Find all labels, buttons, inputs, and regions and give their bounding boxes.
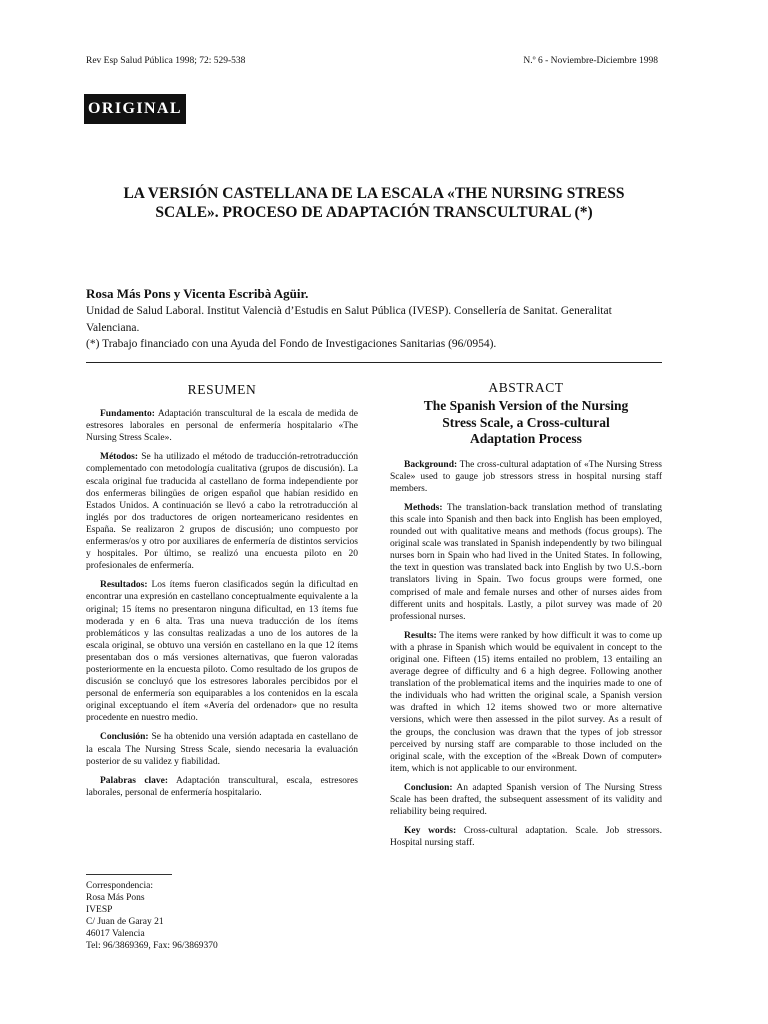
correspondence-label: Correspondencia: bbox=[86, 881, 154, 891]
section-label: Key words: bbox=[404, 826, 457, 837]
abstract-title-line: The Spanish Version of the Nursing bbox=[423, 398, 629, 414]
article-title-line: LA VERSIÓN CASTELLANA DE LA ESCALA «THE NURSING STRESS bbox=[123, 185, 625, 202]
journal-citation: Rev Esp Salud Pública 1998; 72: 529-538 bbox=[86, 56, 246, 66]
section-text: The items were ranked by how difficult it was to come up with a phrase in Spanish which would be equivalent in concept to the original one. Fifteen (15) items entailed no problem, 13 entailing an average degree of difficulty and 6 a high degree. Following another translation of the problematical items and the inquiries made to one of the individuals who had written the original scale, a Spanish version was drafted in which 12 items showed two or more alternative versions, which were then assessed in the pilot survey. As a result of the groups, the conclusion was drawn that the types of job stressor perceived by nursing staff are comparable to those included on the original scale, with the exception of the «Break Down of computer» item, which is not applicable to our environment. bbox=[390, 630, 662, 774]
section-label: Métodos: bbox=[100, 452, 138, 463]
section-text: Adaptación transcultural de la escala de medida de estresores laborales en personal de enfermería hospitalario «The Nursing Stress Scale». bbox=[86, 409, 358, 444]
section-label: Results: bbox=[404, 630, 437, 641]
resumen-heading: RESUMEN bbox=[187, 382, 257, 397]
resumen-paragraph bbox=[86, 775, 358, 799]
correspondence-divider bbox=[86, 874, 172, 875]
authors: Rosa Más Pons y Vicenta Escribà Agüir. bbox=[86, 286, 309, 301]
resumen-paragraph bbox=[86, 579, 358, 724]
abstract-title-line: Stress Scale, a Cross-cultural bbox=[442, 414, 610, 430]
section-label: Fundamento: bbox=[100, 409, 155, 420]
section-text: Se ha utilizado el método de traducción-retrotraducción complementado con metodología cualitativa (grupos de discusión). La escala original fue traducida al castellano de forma independiente por dos enfermeras bilingües de origen español que habían residido en Estados Unidos. A continuación se llevó a cabo la retrotraducción al inglés por dos traductores de origen norteamericano residentes en España. Se realizaron 2 grupos de discusión; uno compuesto por enfermeras/os y otro por auxiliares de enfermería de distintos servicios y hospitales. Por último, se realizó una encuesta piloto en 20 profesionales de enfermería. bbox=[86, 452, 359, 572]
resumen-paragraph bbox=[86, 451, 358, 572]
section-label: Palabras clave: bbox=[100, 775, 169, 786]
issue-info: N.º 6 - Noviembre-Diciembre 1998 bbox=[523, 56, 658, 66]
original-badge: ORIGINAL bbox=[84, 94, 186, 124]
section-text: The translation-back translation method of translating this scale into Spanish and then back into English has been employed, rounded out with qualitative means and methods (focus groups). The original scale was translated in Spanish independently by two bilingual nurses born in Spain who had lived in the United States. In following, the text in question was translated back into English by two U.S.-born translators living in Spain. Two focus groups were formed, one comprised of male and female nurses and other of nurses aides from different units and hospitals. Lastly, a pilot survey was made of 20 professional nurses. bbox=[390, 502, 662, 622]
section-label: Background: bbox=[404, 459, 458, 470]
abstract-column bbox=[390, 382, 662, 856]
section-label: Conclusión: bbox=[100, 732, 149, 743]
header-divider bbox=[86, 362, 662, 363]
article-title-line: SCALE». PROCESO DE ADAPTACIÓN TRANSCULTURAL (*) bbox=[155, 204, 593, 221]
correspondence-line: 46017 Valencia bbox=[86, 929, 145, 940]
section-text: Los ítems fueron clasificados según la dificultad en encontrar una expresión en castellano conceptualmente equivalente a la original; 15 ítems no presentaron ninguna dificultad, en 13 ítems fue moderada y en 6 alta. Tras una nueva traducción de los ítems problemáticos y las consultas realizadas a uno de los autores de la escala original, se obtuvo una versión en castellano en la que 12 ítems presentaban dos o más versiones alternativas, que fueron valoradas posteriormente en la encuesta piloto. Como resultado de los grupos de discusión se concluyó que los estresores laborales percibidos por el personal de enfermería son equiparables a los contenidos en la escala original exceptuando el ítem «Avería del ordenador» que no resulta procedente en nuestro medio. bbox=[86, 580, 358, 724]
abstract-paragraph bbox=[390, 782, 662, 818]
abstract-paragraph bbox=[390, 459, 662, 495]
section-text: An adapted Spanish version of The Nursing Stress Scale has been drafted, the subsequent assessment of its validity and reliability being required. bbox=[390, 782, 662, 818]
resumen-paragraph bbox=[86, 408, 358, 444]
section-label: Methods: bbox=[404, 502, 443, 513]
section-label: Conclusion: bbox=[404, 782, 453, 793]
resumen-column bbox=[86, 384, 358, 806]
section-text: Cross-cultural adaptation. Scale. Job stressors. Hospital nursing staff. bbox=[390, 826, 663, 849]
section-label: Resultados: bbox=[100, 580, 148, 591]
correspondence-line: Rosa Más Pons bbox=[86, 893, 145, 904]
section-text: Adaptación transcultural, escala, estresores laborales, personal de enfermería hospitalario. bbox=[86, 775, 358, 798]
abstract-paragraph bbox=[390, 630, 662, 775]
funding-note: (*) Trabajo financiado con una Ayuda del Fondo de Investigaciones Sanitarias (96/0954). bbox=[86, 338, 497, 350]
abstract-heading: ABSTRACT bbox=[488, 380, 564, 395]
abstract-title bbox=[390, 398, 662, 448]
section-text: Se ha obtenido una versión adaptada en castellano de la escala The Nursing Stress Scale, siendo necesaria la evaluación posterior de su validez y fiabilidad. bbox=[86, 732, 358, 767]
section-text: The cross-cultural adaptation of «The Nursing Stress Scale» used to gauge job stressors stress in hospital nursing staff members. bbox=[390, 459, 662, 494]
abstract-paragraph bbox=[390, 502, 662, 623]
correspondence-block bbox=[86, 880, 218, 953]
resumen-paragraph bbox=[86, 731, 358, 767]
correspondence-line: C/ Juan de Garay 21 bbox=[86, 917, 164, 928]
abstract-title-line: Adaptation Process bbox=[470, 431, 582, 447]
correspondence-line: Tel: 96/3869369, Fax: 96/3869370 bbox=[86, 941, 218, 952]
correspondence-line: IVESP bbox=[86, 905, 113, 916]
affiliation: Unidad de Salud Laboral. Institut Valencià d’Estudis en Salut Pública (IVESP). Consellería de Sanitat. Generalitat Valenciana. bbox=[86, 305, 612, 334]
abstract-paragraph bbox=[390, 825, 662, 849]
article-title bbox=[86, 184, 662, 222]
